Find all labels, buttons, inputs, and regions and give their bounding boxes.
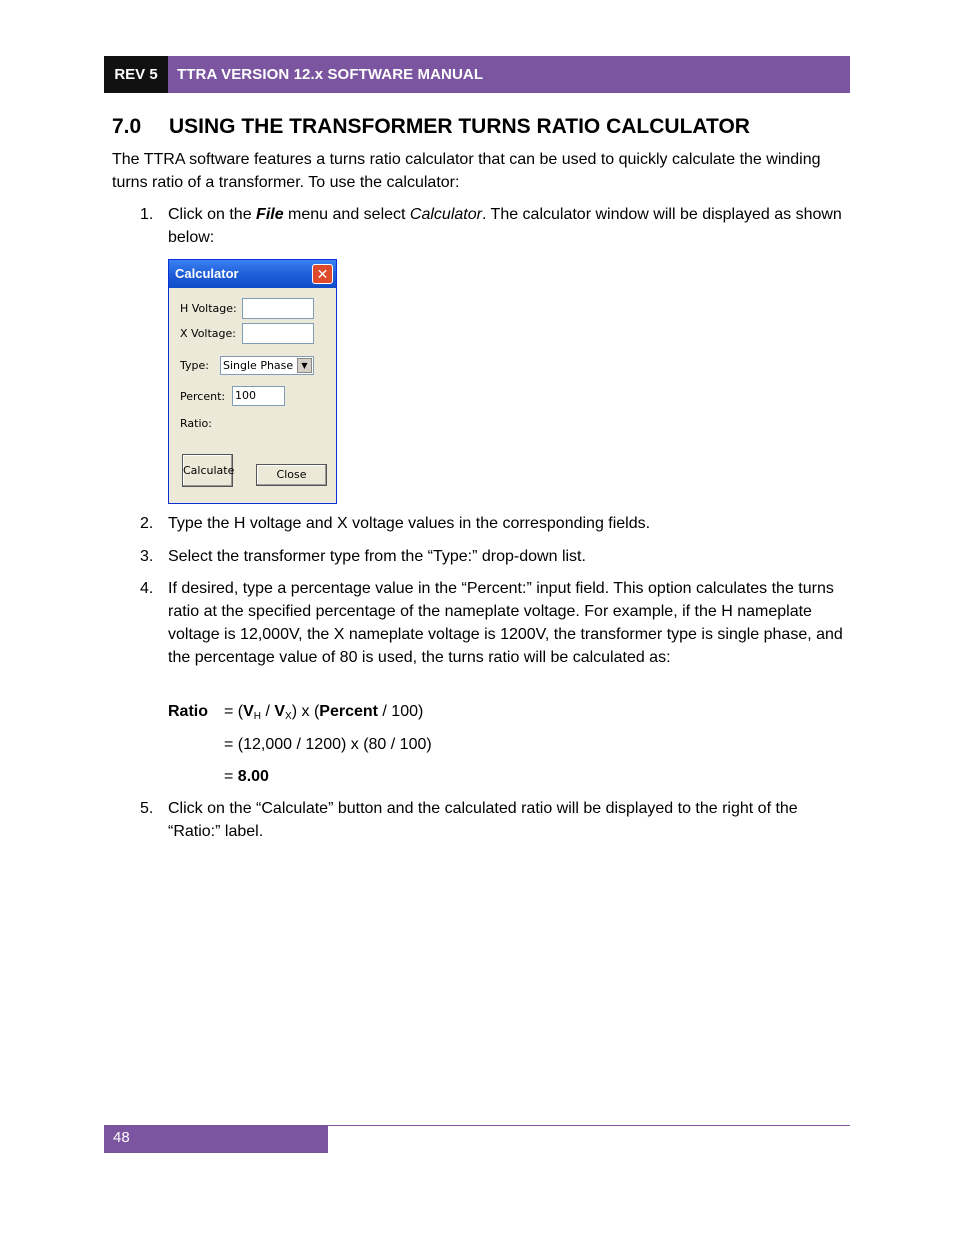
formula-line-3	[224, 765, 269, 788]
revision-label: REV 5	[104, 56, 168, 93]
step-text: Type the H voltage and X voltage values in the corresponding fields.	[168, 515, 651, 532]
formula-part: Percent	[319, 703, 378, 720]
step-number: 1.	[140, 206, 154, 223]
step-2	[140, 512, 845, 535]
ratio-label: Ratio:	[180, 417, 212, 430]
step-5	[140, 797, 845, 843]
calculator-dialog	[168, 259, 337, 504]
calculator-menu-ref: Calculator	[409, 206, 482, 223]
step-text-part: Click on the	[168, 206, 257, 223]
formula-part: = (	[224, 703, 244, 720]
step-text	[168, 203, 845, 249]
step-3	[140, 545, 845, 568]
formula-expression	[224, 700, 423, 728]
type-select[interactable]	[220, 356, 314, 375]
formula-part: /	[261, 703, 275, 720]
step-4	[140, 577, 845, 669]
step-number: 3.	[140, 548, 154, 565]
section-heading	[112, 115, 750, 139]
calculate-button[interactable]: Calculate	[182, 454, 233, 487]
step-number: 4.	[140, 580, 154, 597]
dialog-body	[172, 288, 333, 500]
h-voltage-label: H Voltage:	[180, 302, 237, 315]
section-title: USING THE TRANSFORMER TURNS RATIO CALCULATOR	[169, 115, 750, 138]
page-number: 48	[104, 1126, 328, 1153]
step-text-part: . The calculator window will be displayed as shown below:	[168, 206, 842, 246]
formula-line-1	[168, 700, 424, 723]
step-text: If desired, type a percentage value in the “Percent:” input field. This option calculates the turns ratio at the specified percentage of the nameplate voltage. For example, if the H nameplate voltage is 12,000V, the X nameplate voltage is 1200V, the transformer type is single phase, and the percentage value of 80 is used, the turns ratio will be calculated as:	[168, 580, 843, 666]
manual-title: TTRA VERSION 12.x SOFTWARE MANUAL	[168, 56, 850, 93]
formula-line-2: = (12,000 / 1200) x (80 / 100)	[224, 736, 432, 753]
formula-part: =	[224, 768, 238, 785]
percent-label: Percent:	[180, 390, 226, 403]
step-number: 2.	[140, 515, 154, 532]
formula-ratio-label: Ratio	[168, 703, 208, 720]
page-header	[104, 56, 850, 93]
close-icon[interactable]: ✕	[312, 264, 333, 284]
formula-result: 8.00	[237, 768, 269, 785]
h-voltage-input[interactable]	[242, 298, 314, 319]
type-label: Type:	[180, 359, 209, 372]
formula-subscript: X	[285, 711, 292, 722]
x-voltage-label: X Voltage:	[180, 327, 236, 340]
file-menu-ref: File	[256, 206, 284, 223]
step-text-part: menu and select	[283, 206, 410, 223]
formula-subscript: H	[253, 711, 262, 722]
dialog-title: Calculator	[169, 260, 336, 288]
step-text: Click on the “Calculate” button and the calculated ratio will be displayed to the right of the “Ratio:” label.	[168, 800, 798, 840]
step-number: 5.	[140, 800, 154, 817]
type-select-value: Single Phase	[223, 359, 294, 372]
formula-part: V	[274, 703, 286, 720]
formula-part: V	[243, 703, 254, 720]
section-number: 7.0	[112, 115, 142, 138]
intro-paragraph: The TTRA software features a turns ratio calculator that can be used to quickly calculate the winding turns ratio of a transformer. To use the calculator:	[112, 151, 821, 191]
chevron-down-icon[interactable]: ▼	[297, 358, 312, 373]
percent-input[interactable]: 100	[232, 386, 285, 406]
step-1	[140, 203, 845, 249]
x-voltage-input[interactable]	[242, 323, 314, 344]
formula-part: ) x (	[291, 703, 320, 720]
formula-part: / 100)	[377, 703, 424, 720]
close-button[interactable]: Close	[256, 464, 327, 486]
step-text: Select the transformer type from the “Type:” drop-down list.	[168, 548, 586, 565]
